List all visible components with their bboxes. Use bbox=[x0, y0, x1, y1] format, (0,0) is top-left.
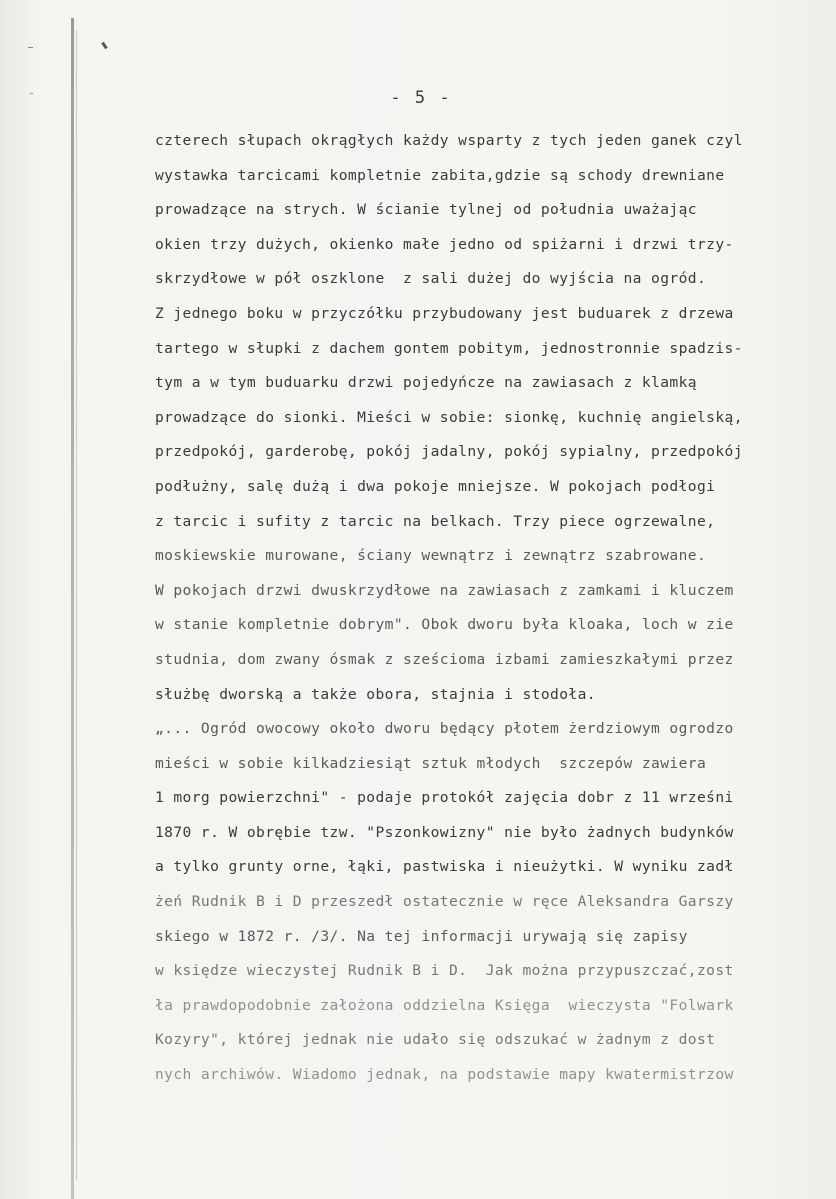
text-line: skiego w 1872 r. /3/. Na tej informacji urywają się zapisy bbox=[155, 927, 688, 945]
margin-shadow-line bbox=[76, 30, 77, 1180]
text-line: tym a w tym buduarku drzwi pojedyńcze na zawiasach z klamką bbox=[155, 374, 697, 392]
text-line: podłużny, salę dużą i dwa pokoje mniejsze. W pokojach podłogi bbox=[155, 477, 716, 495]
ink-speck bbox=[28, 47, 33, 48]
text-line: studnia, dom zwany ósmak z sześcioma izbami zamieszkałymi przez bbox=[155, 650, 734, 668]
text-line: prowadzące do sionki. Mieści w sobie: sionkę, kuchnię angielską, bbox=[155, 408, 743, 426]
text-line: mieści w sobie kilkadziesiąt sztuk młodych szczepów zawiera bbox=[155, 754, 707, 772]
text-line: wystawka tarcicami kompletnie zabita,gdzie są schody drewniane bbox=[155, 166, 725, 184]
text-line: okien trzy dużych, okienko małe jedno od spiżarni i drzwi trzy- bbox=[155, 235, 734, 253]
text-line: prowadzące na strych. W ścianie tylnej od południa uważając bbox=[155, 201, 697, 219]
text-line: moskiewskie murowane, ściany wewnątrz i zewnątrz szabrowane. bbox=[155, 547, 707, 565]
ink-speck bbox=[101, 42, 107, 49]
typewritten-text bbox=[155, 124, 836, 1093]
text-line: Z jednego boku w przyczółku przybudowany jest buduarek z drzewa bbox=[155, 304, 734, 322]
text-line: 1870 r. W obrębie tzw. "Pszonkowizny" nie było żadnych budynków bbox=[155, 823, 734, 841]
text-line: a tylko grunty orne, łąki, pastwiska i nieużytki. W wyniku zadł bbox=[155, 858, 734, 876]
text-line: „... Ogród owocowy około dworu będący płotem żerdziowym ogrodzo bbox=[155, 720, 734, 738]
text-line: W pokojach drzwi dwuskrzydłowe na zawiasach z zamkami i kluczem bbox=[155, 581, 734, 599]
text-line: w księdze wieczystej Rudnik B i D. Jak można przypuszczać,zost bbox=[155, 962, 734, 980]
text-line: ła prawdopodobnie założona oddzielna Księga wieczysta "Folwark bbox=[155, 996, 734, 1014]
text-line: Kozyry", której jednak nie udało się odszukać w żadnym z dost bbox=[155, 1031, 716, 1049]
text-line: nych archiwów. Wiadomo jednak, na podstawie mapy kwatermistrzow bbox=[155, 1066, 734, 1084]
text-line: służbę dworską a także obora, stajnia i stodoła. bbox=[155, 685, 596, 703]
left-margin-line bbox=[71, 18, 74, 1199]
text-line: z tarcic i sufity z tarcic na belkach. Trzy piece ogrzewalne, bbox=[155, 512, 716, 530]
text-line: przedpokój, garderobę, pokój jadalny, pokój sypialny, przedpokój bbox=[155, 443, 743, 461]
text-line: czterech słupach okrągłych każdy wsparty z tych jeden ganek czyl bbox=[155, 132, 743, 149]
page-number: - 5 - bbox=[390, 88, 452, 108]
text-line: 1 morg powierzchni" - podaje protokół zajęcia dobr z 11 wrześni bbox=[155, 789, 734, 807]
text-line: skrzydłowe w pół oszklone z sali dużej do wyjścia na ogród. bbox=[155, 270, 707, 288]
text-line: żeń Rudnik B i D przeszedł ostatecznie w ręce Aleksandra Garszy bbox=[155, 893, 734, 911]
text-line: w stanie kompletnie dobrym". Obok dworu była kloaka, loch w zie bbox=[155, 616, 734, 634]
text-line: tartego w słupki z dachem gontem pobitym, jednostronnie spadzis- bbox=[155, 339, 743, 357]
